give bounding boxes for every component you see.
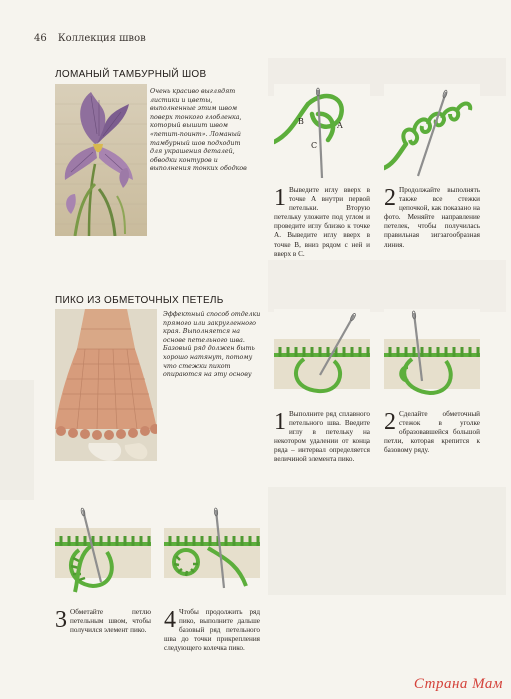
ghost-bg-right-middle: [268, 260, 506, 312]
running-header: [34, 33, 146, 44]
iris-photo: [55, 84, 147, 236]
picot-edge-photo: [55, 309, 157, 461]
step-text: Выполните ряд сплавного петельного шва. Введите иглу в петельку на некотором удалении от конца ряда – интервал определяется величиной элемента пико.: [274, 410, 370, 464]
section2-diagram-4: [164, 506, 260, 602]
section1-diagram-2: [384, 84, 480, 180]
section1-title: ЛОМАНЫЙ ТАМБУРНЫЙ ШОВ: [55, 69, 207, 80]
step-text: Выведите иглу вверх в точке А внутри первой петельки. Вторую петельку уложите под углом и проведите иглу близко к точке А. Выведите иглу вверх в точке В, вниз рядом с ней и вверх в С.: [274, 186, 370, 258]
header-title: Коллекция швов: [57, 33, 146, 44]
step-number: 1: [274, 185, 286, 211]
step-number: 2: [384, 409, 396, 435]
step-number: 4: [164, 607, 176, 633]
section2-caption: Эффектный способ отделки прямого или закругленного края. Выполняется на основе петельного шва. Базовый ряд должен быть хорошо натянут, потому что стежки пикот опираются на эту основу: [163, 311, 261, 379]
step-number: 3: [55, 607, 67, 633]
step-text: Обметайте петлю петельным швом, чтобы получился элемент пико.: [70, 608, 151, 635]
step-number: 1: [274, 409, 286, 435]
site-watermark: Страна Мам: [413, 676, 503, 692]
ghost-bg-left-lower: [0, 380, 34, 500]
section2-diagram-3: [55, 506, 151, 602]
diagram-label-a: A: [337, 121, 343, 130]
ghost-bg-right-lower: [268, 487, 506, 595]
section2-diagram-2: [384, 309, 480, 405]
step-number: 2: [384, 185, 396, 211]
section2-step-3: [55, 608, 151, 635]
step-text: Чтобы продолжить ряд пико, выполните дальше базовый ряд петельного шва до точки прикрепления следующего колечка пико.: [164, 608, 260, 653]
section2-step-2: [384, 410, 480, 455]
step-text: Сделайте обметочный стежок в уголке образовавшейся большой петли, которая крепится к базовому ряду.: [384, 410, 480, 455]
section1-diagram-1: [274, 84, 370, 180]
section2-diagram-1: [274, 309, 370, 405]
section1-caption: Очень красиво выглядят листики и цветы, выполненные этим швом поверх тонкого глобленка, который вышит швом «петит-поинт». Ломаный тамбурный шов подходит для украшения деталей, обводки контуров и выполнения тонких ободков: [150, 88, 247, 173]
diagram-label-b: B: [298, 117, 304, 126]
section1-step-2: [384, 186, 480, 250]
diagram-label-c: C: [311, 141, 318, 150]
section2-title: ПИКО ИЗ ОБМЕТОЧНЫХ ПЕТЕЛЬ: [55, 295, 224, 306]
section2-step-4: [164, 608, 260, 653]
step-text: Продолжайте выполнять также все стежки цепочкой, как показано на фото. Меняйте направление петелек, чтобы получилась правильная зигзагообразная линия.: [384, 186, 480, 249]
section1-step-1: [274, 186, 370, 259]
page-number: 46: [34, 33, 47, 44]
section2-step-1: [274, 410, 370, 465]
